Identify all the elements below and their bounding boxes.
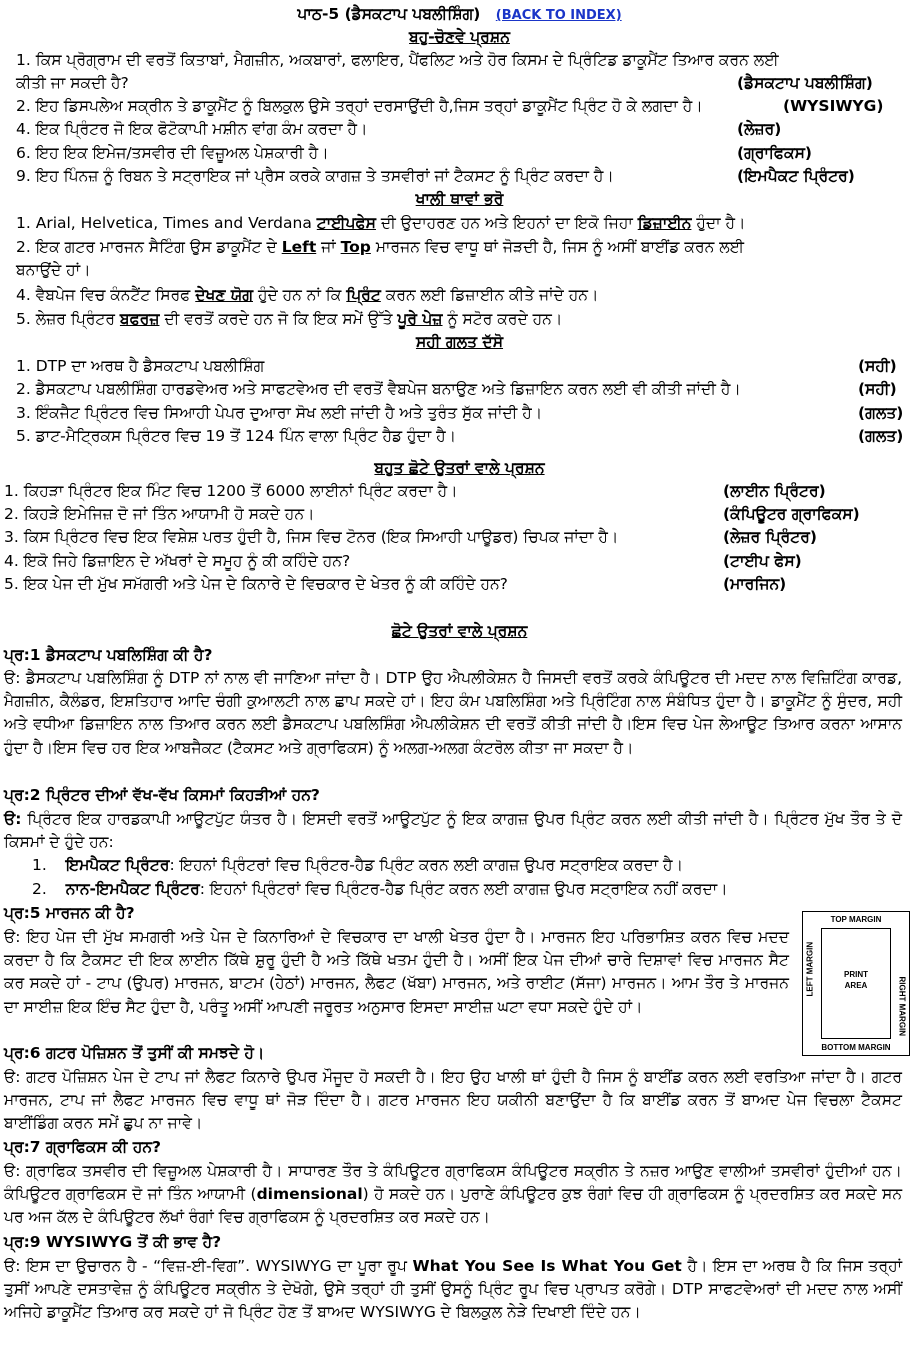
fill-item-2 xyxy=(16,237,744,257)
vsq-2-answer: (ਕੰਪਿਊਟਰ ਗ੍ਰਾਫਿਕਸ) xyxy=(723,505,860,523)
vsq-2: 2. ਕਿਹੜੇ ਇਮੇਜਿਜ਼ ਦੋ ਜਾਂ ਤਿੰਨ ਆਯਾਮੀ ਹੋ ਸਕਦੇ ਹਨ। xyxy=(4,505,315,523)
sq-q7-title: ਪ੍ਰ:7 ਗ੍ਰਾਫਿਕਸ ਕੀ ਹਨ? xyxy=(4,1138,162,1156)
tf-5-answer: (ਗਲਤ) xyxy=(858,427,904,445)
fill-2-line2: ਬਨਾਉਂਦੇ ਹਾਂ। xyxy=(16,261,91,279)
mcq-q4: 4. ਇਕ ਪ੍ਰਿੰਟਰ ਜੋ ਇਕ ਫੋਟੋਕਾਪੀ ਮਸ਼ੀਨ ਵਾਂਗ ਕੰਮ ਕਰਦਾ ਹੈ। xyxy=(16,120,368,138)
sq-q1-answer: ੳ: ਡੈਸਕਟਾਪ ਪਬਲਿਸ਼ਿੰਗ ਨੂੰ DTP ਨਾਂ ਨਾਲ ਵੀ ਜਾਣਿਆ ਜਾਂਦਾ ਹੈ। DTP ਉਹ ਐਪਲੀਕੇਸ਼ਨ ਹੈ ਜਿਸਦੀ ਵਰਤੋਂ ਕਰਕੇ ਕੰਪਿਊਟਰ ਦੀ ਮਦਦ ਨਾਲ ਵਿਜ਼ਿਟਿੰਗ ਕਾਰਡ, ਮੈਗਜ਼ੀਨ, ਕੈਲੰਡਰ, ਇਸ਼ਤਿਹਾਰ ਆਦਿ ਚੰਗੀ ਕੁਆਲਟੀ ਨਾਲ ਛਾਪ ਸਕਦੇ ਹਾਂ। ਇਹ ਕੰਮ ਪਬਲਿਸ਼ਿੰਗ ਅਤੇ ਪ੍ਰਿੰਟਿੰਗ ਨਾਲ ਸੰਬੰਧਿਤ ਹੁੰਦਾ ਹੈ। ਡਾਕੂਮੈਂਟ ਨੂੰ ਸੁੰਦਰ, ਸਹੀ ਅਤੇ ਵਧੀਆ ਡਿਜ਼ਾਇਨ ਨਾਲ ਤਿਆਰ ਕਰਨ ਲਈ ਡੈਸਕਟਾਪ ਪਬਲਿਸ਼ਿੰਗ ਐਪਲੀਕੇਸ਼ਨ ਦੀ ਵਰਤੋਂ ਕੀਤੀ ਜਾਂਦੀ ਹੈ।ਇਸ ਵਿਚ ਪੇਜ ਲੇਆਊਟ ਤਿਆਰ ਕਰਨਾ ਆਸਾਨ ਹੁੰਦਾ ਹੈ।ਇਸ ਵਿਚ ਹਰ ਇਕ ਆਬਜੈਕਟ (ਟੈਕਸਟ ਅਤੇ ਗ੍ਰਾਫਿਕਸ) ਨੂੰ ਅਲਗ-ਅਲਗ ਕੰਟਰੋਲ ਕੀਤਾ ਜਾ ਸਕਦਾ ਹੈ। xyxy=(4,669,902,757)
vsq-heading: ਬਹੁਤ ਛੋਟੇ ਉਤਰਾਂ ਵਾਲੇ ਪ੍ਰਸ਼ਨ xyxy=(374,459,545,477)
fill-5-blank-1: ਬਫਰਜ਼ xyxy=(119,310,160,328)
fill-1-text-c: ਦੀ ਉਦਾਹਰਣ ਹਨ ਅਤੇ ਇਹਨਾਂ ਦਾ ਇਕੋ ਜਿਹਾ xyxy=(380,214,633,232)
fill-4-text-c: ਹੁੰਦੇ ਹਨ ਨਾਂ ਕਿ xyxy=(257,286,342,304)
diagram-left-margin: LEFT MARGIN xyxy=(805,941,815,997)
vsq-5: 5. ਇਕ ਪੇਜ ਦੀ ਮੁੱਖ ਸਮੱਗਰੀ ਅਤੇ ਪੇਜ ਦੇ ਕਿਨਾਰੇ ਦੇ ਵਿਚਕਾਰ ਦੇ ਖੇਤਰ ਨੂੰ ਕੀ ਕਹਿੰਦੇ ਹਨ? xyxy=(4,575,508,593)
diagram-print-area-box xyxy=(821,928,891,1039)
mcq-q9: 9. ਇਹ ਪਿੰਨਜ਼ ਨੂੰ ਰਿਬਨ ਤੇ ਸਟ੍ਰਾਇਕ ਜਾਂ ਪ੍ਰੈਸ ਕਰਕੇ ਕਾਗਜ਼ ਤੇ ਤਸਵੀਰਾਂ ਜਾਂ ਟੈਕਸਟ ਨੂੰ ਪ੍ਰਿੰਟ ਕਰਦਾ ਹੈ। xyxy=(16,167,614,185)
tf-1: 1. DTP ਦਾ ਅਰਥ ਹੈ ਡੈਸਕਟਾਪ ਪਬਲੀਸ਼ਿੰਗ xyxy=(16,357,265,375)
mcq-q1-line2: ਕੀਤੀ ਜਾ ਸਕਦੀ ਹੈ? xyxy=(16,74,129,92)
fill-5-text-a: 5. ਲੇਜ਼ਰ ਪ੍ਰਿੰਟਰ xyxy=(16,310,115,328)
fill-1-text-d: ਹੁੰਦਾ ਹੈ। xyxy=(696,214,746,232)
fill-2-text-c: ਜਾਂ xyxy=(321,238,336,256)
fill-item-4 xyxy=(16,285,598,305)
sq-q9-answer xyxy=(4,1255,902,1325)
fill-item-1 xyxy=(16,213,745,233)
tf-3: 3. ਇੰਕਜੈਟ ਪ੍ਰਿੰਟਰ ਵਿਚ ਸਿਆਹੀ ਪੇਪਰ ਦੁਆਰਾ ਸੋਖ ਲਈ ਜਾਂਦੀ ਹੈ ਅਤੇ ਤੁਰੰਤ ਸੁੱਕ ਜਾਂਦੀ ਹੈ। xyxy=(16,404,543,422)
sq-q9-text-a: ੳ: ਇਸ ਦਾ ਉਚਾਰਨ ਹੈ - “ਵਿਜ਼-ਈ-ਵਿਗ”. WYSIWYG ਦਾ ਪੂਰਾ ਰੂਪ xyxy=(4,1257,407,1275)
sq-q2-title: ਪ੍ਰ:2 ਪ੍ਰਿੰਟਰ ਦੀਆਂ ਵੱਖ-ਵੱਖ ਕਿਸਮਾਂ ਕਿਹੜੀਆਂ ਹਨ? xyxy=(4,786,320,804)
fill-4-text-a: 4. ਵੈਬਪੇਜ ਵਿਚ ਕੰਨਟੈਂਟ ਸਿਰਫ xyxy=(16,286,191,304)
fill-2-blank-2: Top xyxy=(340,238,371,256)
diagram-area-label: AREA xyxy=(844,981,868,990)
sq-q2-item-2-num: 2. xyxy=(32,880,47,898)
diagram-print-label: PRINT xyxy=(844,970,868,979)
tf-3-answer: (ਗਲਤ) xyxy=(858,404,904,422)
vsq-1: 1. ਕਿਹੜਾ ਪ੍ਰਿੰਟਰ ਇਕ ਮਿੰਟ ਵਿਚ 1200 ਤੋਂ 6000 ਲਾਈਨਾਂ ਪ੍ਰਿੰਟ ਕਰਦਾ ਹੈ। xyxy=(4,482,458,500)
sq-q2-answer-block xyxy=(4,808,902,854)
sq-q2-prefix: ੳ: xyxy=(4,810,22,828)
sq-heading: ਛੋਟੇ ਉਤਰਾਂ ਵਾਲੇ ਪ੍ਰਸ਼ਨ xyxy=(391,622,528,640)
mcq-q1-answer: (ਡੈਸਕਟਾਪ ਪਬਲੀਸ਼ਿੰਗ) xyxy=(737,74,873,92)
sq-q2-item-1-text: : ਇਹਨਾਂ ਪ੍ਰਿੰਟਰਾਂ ਵਿਚ ਪ੍ਰਿੰਟਰ-ਹੈਡ ਪ੍ਰਿੰਟ ਕਰਨ ਲਈ ਕਾਗਜ਼ ਉਪਰ ਸਟ੍ਰਾਇਕ ਕਰਦਾ ਹੈ। xyxy=(169,856,684,874)
fill-5-text-d: ਨੂੰ ਸਟੋਰ ਕਰਦੇ ਹਨ। xyxy=(447,310,563,328)
margin-diagram xyxy=(802,911,910,1056)
mcq-q9-answer: (ਇਮਪੈਕਟ ਪ੍ਰਿੰਟਰ) xyxy=(737,167,855,185)
sq-q5-title: ਪ੍ਰ:5 ਮਾਰਜਨ ਕੀ ਹੈ? xyxy=(4,904,135,922)
diagram-right-margin: RIGHT MARGIN xyxy=(897,976,907,1037)
fill-5-text-c: ਦੀ ਵਰਤੋਂ ਕਰਦੇ ਹਨ ਜੋ ਕਿ ਇਕ ਸਮੇਂ ਉੱਤੇ xyxy=(164,310,393,328)
vsq-5-answer: (ਮਾਰਜਿਨ) xyxy=(723,575,787,593)
sq-q1-title: ਪ੍ਰ:1 ਡੈਸਕਟਾਪ ਪਬਲਿਸ਼ਿੰਗ ਕੀ ਹੈ? xyxy=(4,646,213,664)
diagram-print-area xyxy=(822,969,890,991)
vsq-3: 3. ਕਿਸ ਪ੍ਰਿੰਟਰ ਵਿਚ ਇਕ ਵਿਸ਼ੇਸ਼ ਪਰਤ ਹੁੰਦੀ ਹੈ, ਜਿਸ ਵਿਚ ਟੋਨਰ (ਇਕ ਸਿਆਹੀ ਪਾਊਡਰ) ਚਿਪਕ ਜਾਂਦਾ ਹੈ। xyxy=(4,528,619,546)
sq-q9-title: ਪ੍ਰ:9 WYSIWYG ਤੋਂ ਕੀ ਭਾਵ ਹੈ? xyxy=(4,1233,222,1251)
vsq-4-answer: (ਟਾਈਪ ਫੇਸ) xyxy=(723,552,802,570)
fill-1-blank-1: ਟਾਈਪਫੇਸ xyxy=(316,214,376,232)
mcq-q2-answer: (WYSIWYG) xyxy=(783,97,884,115)
diagram-top-margin: TOP MARGIN xyxy=(830,915,882,924)
tf-2: 2. ਡੈਸਕਟਾਪ ਪਬਲੀਸ਼ਿੰਗ ਹਾਰਡਵੇਅਰ ਅਤੇ ਸਾਫਟਵੇਅਰ ਦੀ ਵਰਤੋਂ ਵੈਬਪੇਜ ਬਨਾਉਣ ਅਤੇ ਡਿਜ਼ਾਇਨ ਕਰਨ ਲਈ ਵੀ ਕੀਤੀ ਜਾਂਦੀ ਹੈ। xyxy=(16,380,741,398)
mcq-heading: ਬਹੁ-ਚੋਣਵੇ ਪ੍ਰਸ਼ਨ xyxy=(409,28,510,46)
sq-q2-item-2 xyxy=(32,879,728,899)
sq-q7-term: dimensional xyxy=(256,1185,363,1204)
sq-q9-text-b: ਹੈ। ਇਸ ਦਾ ਅਰਥ ਹੈ ਕਿ ਜਿਸ ਤਰ੍ਹਾਂ ਤੁਸੀਂ ਆਪਣੇ ਦਸਤਾਵੇਜ਼ ਨੂੰ ਕੰਪਿਊਟਰ ਸਕ੍ਰੀਨ ਤੇ ਦੇਖੋਗੇ, ਉਸੇ ਤਰ੍ਹਾਂ ਹੀ ਤੁਸੀਂ ਉਸਨੂੰ ਪ੍ਰਿੰਟ ਰੂਪ ਵਿਚ ਪ੍ਰਾਪਤ ਕਰੋਗੇ। DTP ਸਾਫਟਵੇਅਰਾਂ ਦੀ ਮਦਦ ਨਾਲ ਅਸੀਂ ਅਜਿਹੇ ਡਾਕੂਮੈਂਟ ਤਿਆਰ ਕਰ ਸਕਦੇ ਹਾਂ ਜੋ ਪ੍ਰਿੰਟ ਹੋਣ ਤੋਂ ਬਾਅਦ WYSIWYG ਦੇ ਬਿਲਕੁਲ ਨੇੜੇ ਦਿਖਾਈ ਦਿੰਦੇ ਹਨ। xyxy=(4,1257,902,1322)
sq-q6-title: ਪ੍ਰ:6 ਗਟਰ ਪੋਜ਼ਿਸ਼ਨ ਤੋਂ ਤੁਸੀਂ ਕੀ ਸਮਝਦੇ ਹੋ। xyxy=(4,1044,265,1062)
sq-q2-answer: ਪ੍ਰਿੰਟਰ ਇਕ ਹਾਰਡਕਾਪੀ ਆਊਟਪੁੱਟ ਯੰਤਰ ਹੈ। ਇਸਦੀ ਵਰਤੋਂ ਆਊਟਪੁੱਟ ਨੂੰ ਇਕ ਕਾਗਜ਼ ਉਪਰ ਪ੍ਰਿੰਟ ਕਰਨ ਲਈ ਕੀਤੀ ਜਾਂਦੀ ਹੈ। ਪ੍ਰਿੰਟਰ ਮੁੱਖ ਤੌਰ ਤੇ ਦੋ ਕਿਸਮਾਂ ਦੇ ਹੁੰਦੇ ਹਨ: xyxy=(4,810,902,852)
sq-q2-item-1-num: 1. xyxy=(32,856,47,874)
tf-heading: ਸਹੀ ਗਲਤ ਦੱਸੋ xyxy=(415,333,504,351)
sq-q9-term: What You See Is What You Get xyxy=(412,1257,682,1275)
mcq-q6: 6. ਇਹ ਇਕ ਇਮੇਜ/ਤਸਵੀਰ ਦੀ ਵਿਜ਼ੂਅਲ ਪੇਸ਼ਕਾਰੀ ਹੈ। xyxy=(16,144,329,162)
fill-2-text-d: ਮਾਰਜਨ ਵਿਚ ਵਾਧੂ ਥਾਂ ਜੋੜਦੀ ਹੈ, ਜਿਸ ਨੂੰ ਅਸੀਂ ਬਾਈਂਡ ਕਰਨ ਲਈ xyxy=(375,238,745,256)
sq-q2-item-2-text: : ਇਹਨਾਂ ਪ੍ਰਿੰਟਰਾਂ ਵਿਚ ਪ੍ਰਿੰਟਰ-ਹੈਡ ਪ੍ਰਿੰਟ ਕਰਨ ਲਈ ਕਾਗਜ਼ ਉਪਰ ਸਟ੍ਰਾਇਕ ਨਹੀਂ ਕਰਦਾ। xyxy=(199,880,728,898)
fill-4-text-d: ਕਰਨ ਲਈ ਡਿਜ਼ਾਈਨ ਕੀਤੇ ਜਾਂਦੇ ਹਨ। xyxy=(385,286,599,304)
sq-q7-answer xyxy=(4,1160,902,1230)
sq-q7-text-b: ) ਹੋ ਸਕਦੇ ਹਨ। ਪੁਰਾਣੇ ਕੰਪਿਊਟਰ ਕੁਝ ਰੰਗਾਂ ਵਿਚ ਹੀ ਗ੍ਰਾਫਿਕਸ ਨੂੰ ਪ੍ਰਦਰਸ਼ਿਤ ਕਰ ਸਕਦੇ ਸਨ ਪਰ ਅਜ ਕੱਲ ਦੇ ਕੰਪਿਊਟਰ ਲੱਖਾਂ ਰੰਗਾਂ ਵਿਚ ਗ੍ਰਾਫਿਕਸ ਨੂੰ ਪ੍ਰਦਰਸ਼ਿਤ ਕਰ ਸਕਦੇ ਹਨ। xyxy=(4,1185,903,1227)
sq-q6-answer: ੳ: ਗਟਰ ਪੋਜ਼ਿਸ਼ਨ ਪੇਜ ਦੇ ਟਾਪ ਜਾਂ ਲੈਫਟ ਕਿਨਾਰੇ ਉਪਰ ਮੌਜੂਦ ਹੋ ਸਕਦੀ ਹੈ। ਇਹ ਉਹ ਖਾਲੀ ਥਾਂ ਹੁੰਦੀ ਹੈ ਜਿਸ ਨੂੰ ਬਾਈਂਡ ਕਰਨ ਲਈ ਵਰਤਿਆ ਜਾਂਦਾ ਹੈ। ਗਟਰ ਮਾਰਜਨ, ਟਾਪ ਜਾਂ ਲੈਫਟ ਮਾਰਜਨ ਵਿਚ ਵਾਧੂ ਥਾਂ ਜੋੜ ਦਿੰਦਾ ਹੈ। ਗਟਰ ਮਾਰਜਨ ਇਹ ਯਕੀਨੀ ਬਣਾਉਂਦਾ ਹੈ ਕਿ ਬਾਈਂਡ ਕਰਨ ਤੋਂ ਬਾਅਦ ਪੇਜ ਵਿਚਲਾ ਟੈਕਸਟ ਬਾਈਂਡਿੰਗ ਕਰਨ ਸਮੇਂ ਛੁਪ ਨਾ ਜਾਵੇ। xyxy=(4,1068,902,1133)
vsq-3-answer: (ਲੇਜ਼ਰ ਪ੍ਰਿੰਟਰ) xyxy=(723,528,817,546)
chapter-heading: ਪਾਠ-5 (ਡੈਸਕਟਾਪ ਪਬਲੀਸ਼ਿੰਗ) xyxy=(297,5,481,23)
diagram-bottom-margin: BOTTOM MARGIN xyxy=(821,1043,891,1052)
sq-q2-item-1-term: ਇਮਪੈਕਟ ਪ੍ਰਿੰਟਰ xyxy=(65,856,170,874)
sq-q2-item-2-term: ਨਾਨ-ਇਮਪੈਕਟ ਪ੍ਰਿੰਟਰ xyxy=(65,880,200,898)
fill-4-blank-2: ਪ੍ਰਿੰਟ xyxy=(346,286,381,304)
mcq-q4-answer: (ਲੇਜ਼ਰ) xyxy=(737,120,782,138)
fill-1-text-a: 1. Arial, Helvetica, Times and Verdana xyxy=(16,214,312,232)
tf-5: 5. ਡਾਟ-ਮੈਟ੍ਰਿਕਸ ਪ੍ਰਿੰਟਰ ਵਿਚ 19 ਤੋਂ 124 ਪਿੰਨ ਵਾਲਾ ਪ੍ਰਿੰਟ ਹੈਡ ਹੁੰਦਾ ਹੈ। xyxy=(16,427,457,445)
chapter-title xyxy=(0,4,919,26)
mcq-q6-answer: (ਗ੍ਰਾਫਿਕਸ) xyxy=(737,144,813,162)
sq-q2-item-1 xyxy=(32,855,683,875)
fill-5-blank-2: ਪੂਰੇ ਪੇਜ਼ xyxy=(397,310,443,328)
fill-item-5 xyxy=(16,309,562,329)
sq-q7-text-a: ੳ: ਗ੍ਰਾਫਿਕ ਤਸਵੀਰ ਦੀ ਵਿਜ਼ੂਅਲ ਪੇਸ਼ਕਾਰੀ ਹੈ। ਸਾਧਾਰਣ ਤੌਰ ਤੇ ਕੰਪਿਊਟਰ ਗ੍ਰਾਫਿਕਸ ਕੰਪਿਊਟਰ ਸਕ੍ਰੀਨ ਤੇ ਨਜ਼ਰ ਆਉਣ ਵਾਲੀਆਂ ਤਸਵੀਰਾਂ ਹੁੰਦੀਆਂ ਹਨ। ਕੰਪਿਊਟਰ ਗ੍ਰਾਫਿਕਸ ਦੋ ਜਾਂ ਤਿੰਨ ਆਯਾਮੀ ( xyxy=(4,1162,902,1204)
fill-4-blank-1: ਦੇਖਣ ਯੋਗ xyxy=(195,286,253,304)
mcq-q2: 2. ਇਹ ਡਿਸਪਲੇਅ ਸਕ੍ਰੀਨ ਤੇ ਡਾਕੂਮੈਂਟ ਨੂੰ ਬਿਲਕੁਲ ਉਸੇ ਤਰ੍ਹਾਂ ਦਰਸਾਉਂਦੀ ਹੈ,ਜਿਸ ਤਰ੍ਹਾਂ ਡਾਕੂਮੈਂਟ ਪ੍ਰਿੰਟ ਹੋ ਕੇ ਲਗਦਾ ਹੈ। xyxy=(16,97,703,115)
vsq-1-answer: (ਲਾਈਨ ਪ੍ਰਿੰਟਰ) xyxy=(723,482,826,500)
fill-2-blank-1: Left xyxy=(281,238,317,256)
fill-1-blank-2: ਡਿਜ਼ਾਈਨ xyxy=(637,214,692,232)
back-to-index-link[interactable]: (BACK TO INDEX) xyxy=(495,8,622,23)
fill-heading: ਖਾਲੀ ਥਾਵਾਂ ਭਰੋ xyxy=(415,190,504,208)
vsq-4: 4. ਇਕੋ ਜਿਹੇ ਡਿਜ਼ਾਇਨ ਦੇ ਅੱਖਰਾਂ ਦੇ ਸਮੂਹ ਨੂੰ ਕੀ ਕਹਿੰਦੇ ਹਨ? xyxy=(4,552,351,570)
mcq-q1-line1: 1. ਕਿਸ ਪ੍ਰੋਗ੍ਰਾਮ ਦੀ ਵਰਤੋਂ ਕਿਤਾਬਾਂ, ਮੈਗਜ਼ੀਨ, ਅਕਬਾਰਾਂ, ਫਲਾਇਰ, ਪੈਂਫਲਿਟ ਅਤੇ ਹੋਰ ਕਿਸਮ ਦੇ ਪ੍ਰਿੰਟਿਡ ਡਾਕੂਮੈਂਟ ਤਿਆਰ ਕਰਨ ਲਈ xyxy=(16,51,779,69)
fill-2-text-a: 2. ਇਕ ਗਟਰ ਮਾਰਜਨ ਸੈਟਿੰਗ ਉਸ ਡਾਕੂਮੈਂਟ ਦੇ xyxy=(16,238,277,256)
tf-2-answer: (ਸਹੀ) xyxy=(858,380,897,398)
sq-q5-answer: ੳ: ਇਹ ਪੇਜ ਦੀ ਮੁੱਖ ਸਮਗਰੀ ਅਤੇ ਪੇਜ ਦੇ ਕਿਨਾਰਿਆਂ ਦੇ ਵਿਚਕਾਰ ਦਾ ਖਾਲੀ ਖੇਤਰ ਹੁੰਦਾ ਹੈ। ਮਾਰਜਨ ਇਹ ਪਰਿਭਾਸ਼ਿਤ ਕਰਨ ਵਿਚ ਮਦਦ ਕਰਦਾ ਹੈ ਕਿ ਟੈਕਸਟ ਦੀ ਇਕ ਲਾਈਨ ਕਿੱਥੇ ਸ਼ੁਰੂ ਹੁੰਦੀ ਹੈ ਅਤੇ ਕਿੱਥੇ ਖਤਮ ਹੁੰਦੀ ਹੈ। ਅਸੀਂ ਇਕ ਪੇਜ ਦੀਆਂ ਚਾਰੇ ਦਿਸ਼ਾਵਾਂ ਵਿਚ ਮਾਰਜਨ ਸੈਟ ਕਰ ਸਕਦੇ ਹਾਂ - ਟਾਪ (ਉਪਰ) ਮਾਰਜਨ, ਬਾਟਮ (ਹੇਠਾਂ) ਮਾਰਜਨ, ਲੈਫਟ (ਖੱਬਾ) ਮਾਰਜਨ, ਅਤੇ ਰਾਈਟ (ਸੱਜਾ) ਮਾਰਜਨ। ਆਮ ਤੌਰ ਤੇ ਮਾਰਜਨ ਦਾ ਸਾਈਜ਼ ਇਕ ਇੰਚ ਸੈਟ ਹੁੰਦਾ ਹੈ, ਪਰੰਤੂ ਅਸੀਂ ਆਪਣੀ ਜਰੂਰਤ ਅਨੁਸਾਰ ਇਸਦਾ ਸਾਈਜ਼ ਘਟਾ ਵਧਾ ਸਕਦੇ ਹੁੰਦੇ ਹਾਂ। xyxy=(4,928,789,1016)
tf-1-answer: (ਸਹੀ) xyxy=(858,357,897,375)
